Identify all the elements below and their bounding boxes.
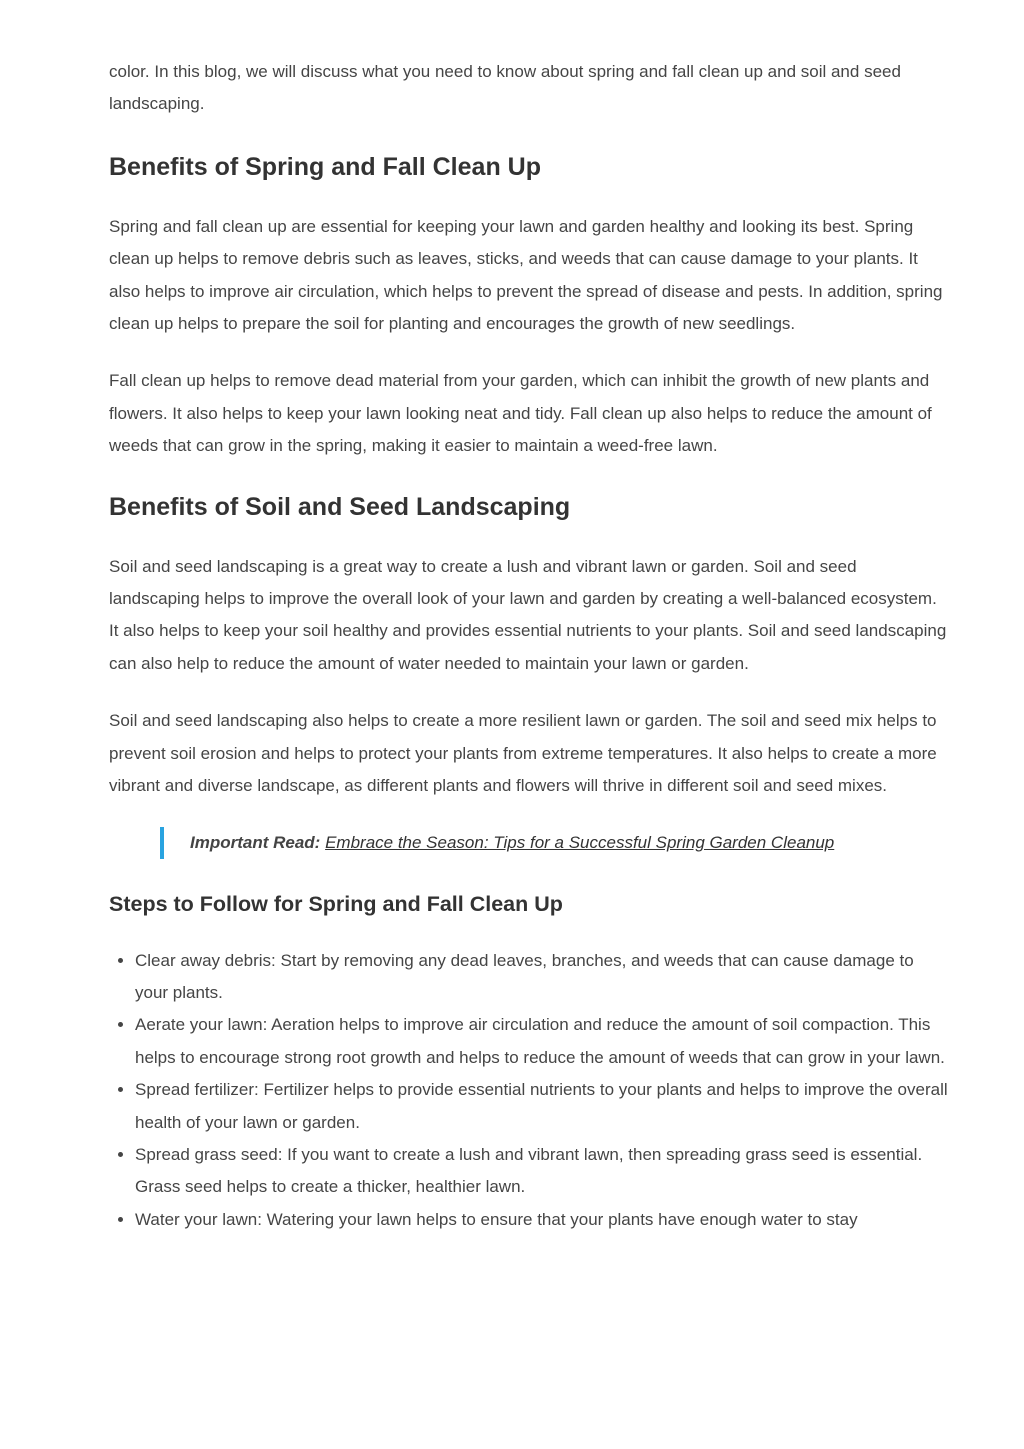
callout-lead-label: Important Read: bbox=[190, 832, 321, 852]
intro-paragraph: color. In this blog, we will discuss what you need to know about spring and fall clean up and soil and seed landscaping. bbox=[109, 62, 901, 114]
article-body bbox=[109, 56, 949, 1236]
important-read-link[interactable]: Embrace the Season: Tips for a Successful Spring Garden Cleanup bbox=[325, 832, 835, 852]
paragraph: Spring and fall clean up are essential for keeping your lawn and garden healthy and looking its best. Spring clean up helps to remove debris such as leaves, sticks, and weeds that can cause damage to your plants. It also helps to improve air circulation, which helps to prevent the spread of disease and pests. In addition, spring clean up helps to prepare the soil for planting and encourages the growth of new seedlings. bbox=[109, 216, 943, 334]
section-heading-spring-fall-benefits: Benefits of Spring and Fall Clean Up bbox=[109, 152, 541, 181]
list-item: • Spread grass seed: If you want to create a lush and vibrant lawn, then spreading grass seed is essential. Grass seed helps to create a thicker, healthier lawn. bbox=[135, 1139, 949, 1204]
paragraph: Soil and seed landscaping is a great way to create a lush and vibrant lawn or garden. Soil and seed landscaping helps to improve the overall look of your lawn and garden by creating a well-balanced ecosystem. It also helps to keep your soil healthy and provides essential nutrients to your plants. Soil and seed landscaping can also help to reduce the amount of water needed to maintain your lawn or garden. bbox=[109, 556, 947, 673]
steps-list bbox=[109, 945, 949, 1237]
list-item: • Water your lawn: Watering your lawn helps to ensure that your plants have enough water to stay bbox=[135, 1204, 949, 1236]
important-read-callout bbox=[160, 827, 949, 859]
list-item: • Spread fertilizer: Fertilizer helps to provide essential nutrients to your plants and helps to improve the overall health of your lawn or garden. bbox=[135, 1074, 949, 1139]
paragraph: Fall clean up helps to remove dead material from your garden, which can inhibit the growth of new plants and flowers. It also helps to keep your lawn looking neat and tidy. Fall clean up also helps to reduce the amount of weeds that can grow in the spring, making it easier to maintain a weed-free lawn. bbox=[109, 371, 932, 456]
section-heading-soil-seed-benefits: Benefits of Soil and Seed Landscaping bbox=[109, 492, 571, 521]
list-item: • Aerate your lawn: Aeration helps to improve air circulation and reduce the amount of soil compaction. This helps to encourage strong root growth and helps to reduce the amount of weeds that can grow in your lawn. bbox=[135, 1009, 949, 1074]
callout-accent-bar bbox=[160, 827, 164, 859]
section-heading-steps: Steps to Follow for Spring and Fall Clean Up bbox=[109, 891, 563, 916]
paragraph: Soil and seed landscaping also helps to create a more resilient lawn or garden. The soil and seed mix helps to prevent soil erosion and helps to protect your plants from extreme temperatures. It also helps to create a more vibrant and diverse landscape, as different plants and flowers will thrive in different soil and seed mixes. bbox=[109, 711, 937, 796]
list-item: • Clear away debris: Start by removing any dead leaves, branches, and weeds that can cause damage to your plants. bbox=[135, 945, 949, 1010]
